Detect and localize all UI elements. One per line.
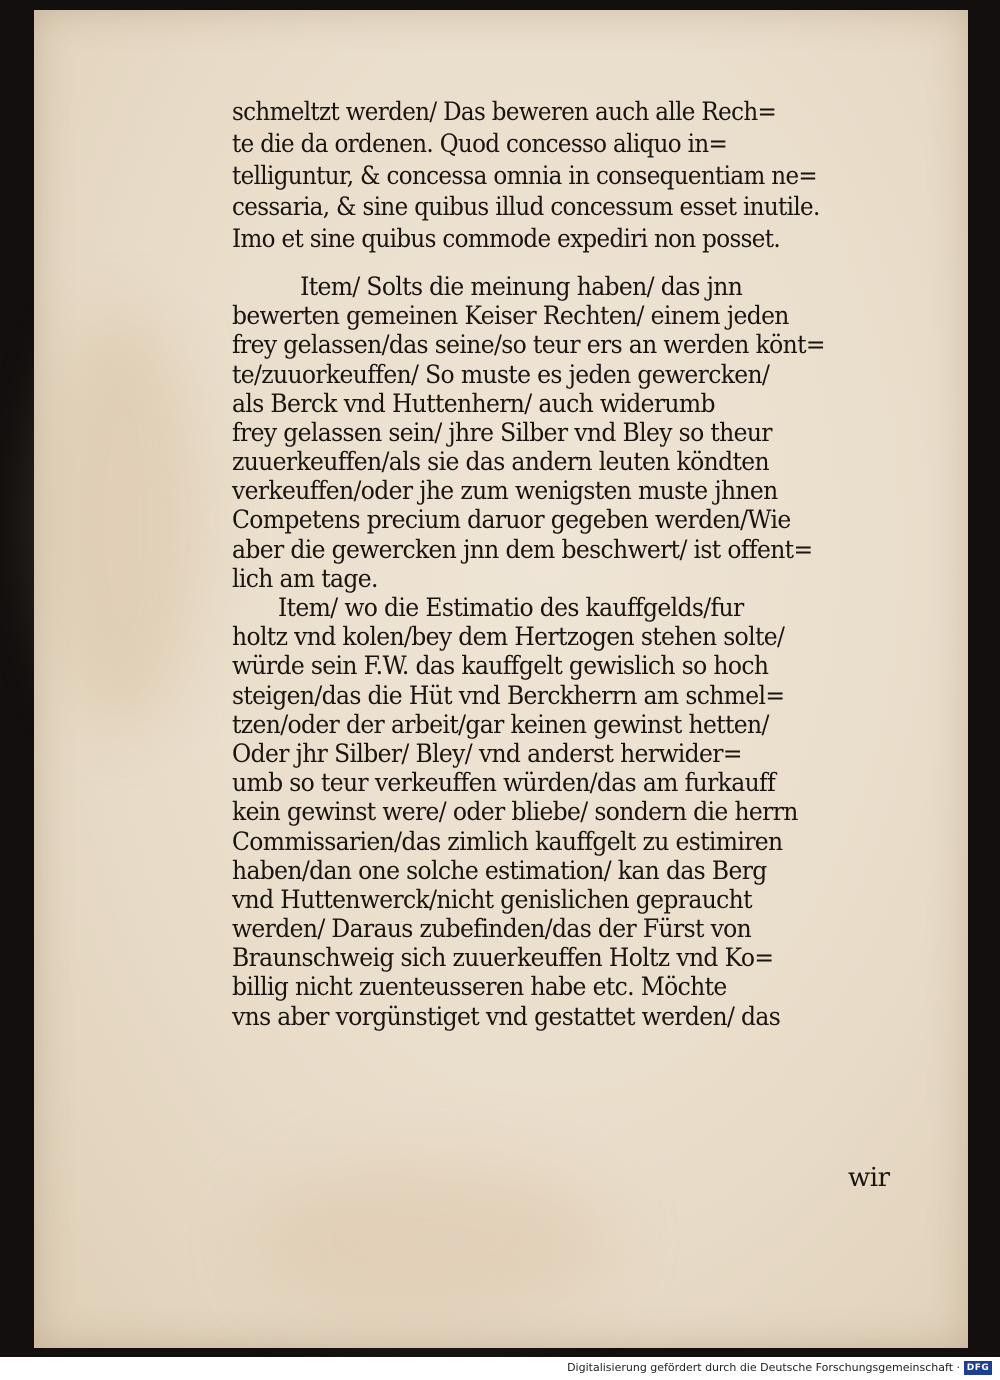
page-text [232,96,912,1032]
text-line: aber die gewercken jnn dem beschwert/ ist offent= [232,534,813,565]
text-line: als Berck vnd Huttenhern/ auch widerumb [232,388,715,419]
text-line: umb so teur verkeuffen würden/das am furkauff [232,768,776,799]
text-line: vnd Huttenwerck/nicht genislichen gepraucht [232,884,752,915]
text-line: Item/ wo die Estimatio des kauffgelds/fur [278,593,744,624]
paragraph-2 [232,273,912,1032]
text-line: schmeltzt werden/ Das beweren auch alle Rech= [232,97,777,126]
footer [0,1357,1000,1380]
paper-stain [254,1160,614,1320]
text-line: te/zuuorkeuffen/ So muste es jeden gewercken/ [232,359,770,390]
text-line: te die da ordenen. Quod concesso aliquo in= [232,128,728,158]
text-line: kein gewinst were/ oder bliebe/ sondern die herrn [232,797,798,828]
paper-stain [44,310,204,730]
text-line: cessaria, & sine quibus illud concessum esset inutile. [232,192,820,222]
text-line: Braunschweig sich zuuerkeuffen Holtz vnd Ko= [232,943,774,974]
text-line: billig nicht zuenteusseren habe etc. Möchte [232,972,727,1003]
text-line: frey gelassen sein/ jhre Silber vnd Bley so theur [232,417,772,448]
text-line: Commissarien/das zimlich kauffgelt zu estimiren [232,826,783,857]
text-line: Imo et sine quibus commode expediri non posset. [232,224,781,254]
text-line: lich am tage. [232,563,378,594]
text-line: verkeuffen/oder jhe zum wenigsten muste jhnen [232,476,778,507]
text-line: holtz vnd kolen/bey dem Hertzogen stehen solte/ [232,622,785,653]
text-line: zuuerkeuffen/als sie das andern leuten köndten [232,447,769,478]
text-line: Competens precium daruor gegeben werden/Wie [232,505,791,536]
text-line: würde sein F.W. das kauffgelt gewislich so hoch [232,651,769,682]
catchword: wir [848,1163,890,1193]
text-line: vns aber vorgünstiget vnd gestattet werden/ das [232,1001,781,1032]
dfg-logo: DFG [964,1361,992,1375]
text-line: werden/ Daraus zubefinden/das der Fürst von [232,914,752,945]
paragraph-gap [232,255,912,273]
funding-notice: Digitalisierung gefördert durch die Deutsche Forschungsgemeinschaft · [567,1361,960,1374]
text-line: bewerten gemeinen Keiser Rechten/ einem jeden [232,301,789,332]
text-line: Item/ Solts die meinung haben/ das jnn [300,271,743,302]
text-line: steigen/das die Hüt vnd Berckherrn am schmel= [232,680,785,711]
text-line: frey gelassen/das seine/so teur ers an werden könt= [232,330,825,361]
paragraph-1 [232,96,912,255]
text-line: telliguntur, & concessa omnia in consequentiam ne= [232,160,818,190]
text-line: tzen/oder der arbeit/gar keinen gewinst hetten/ [232,709,769,740]
text-line: Oder jhr Silber/ Bley/ vnd anderst herwider= [232,738,742,769]
text-line: haben/dan one solche estimation/ kan das Berg [232,855,767,886]
